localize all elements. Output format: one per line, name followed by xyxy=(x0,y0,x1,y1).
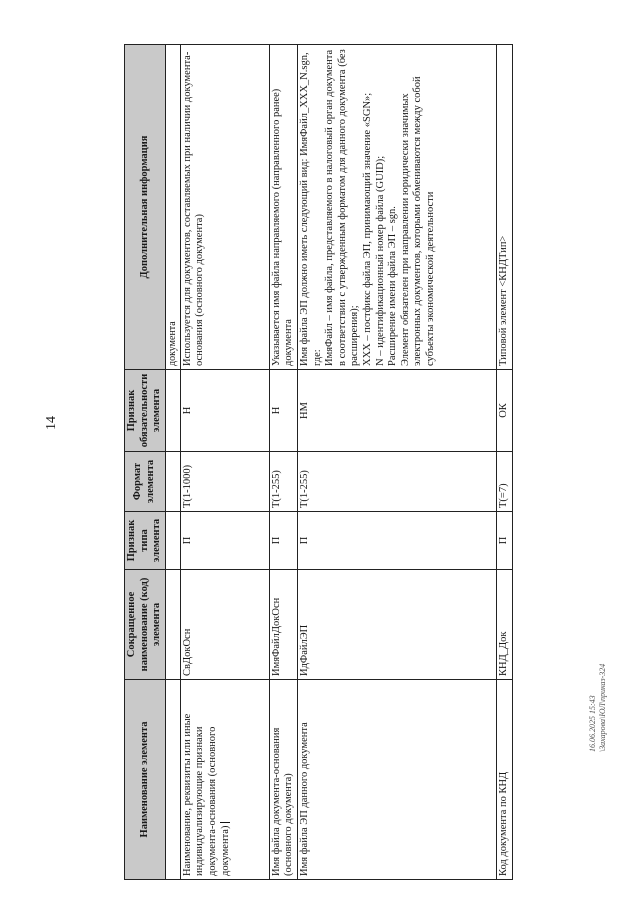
cell-code: КНД_Док xyxy=(496,570,512,680)
cell-format: Т(1-255) xyxy=(269,452,297,512)
table-row xyxy=(269,45,297,880)
cell-required: Н xyxy=(180,370,269,452)
rotated-table-area xyxy=(124,45,509,880)
cell-name: Имя файла ЭП данного документа xyxy=(297,680,496,880)
cell-format: Т(1-1000) xyxy=(180,452,269,512)
cell-name xyxy=(180,680,269,880)
cell-info: Типовой элемент <КНДТип> xyxy=(496,45,512,370)
page-number: 14 xyxy=(44,416,59,430)
table-row-continuation xyxy=(165,45,180,880)
table-header-row xyxy=(125,45,166,880)
cell-info: Указывается имя файла направляемого (направленного ранее) документа xyxy=(269,45,297,370)
cell-name: Код документа по КНД xyxy=(496,680,512,880)
cell-info: Используется для документов, составляемых при наличии документа-основания (основного документа) xyxy=(180,45,269,370)
table-row xyxy=(297,45,496,880)
cell-empty xyxy=(165,452,180,512)
info-line: Имя файла ЭП должно иметь следующий вид: ИмяФайл_XXX_N.sgn, где: xyxy=(298,52,323,366)
cell-required: ОК xyxy=(496,370,512,452)
cell-name-text: Наименование, реквизиты или иные индивидуализирующие признаки документа-основания (основного документа) xyxy=(181,713,231,876)
cell-type: П xyxy=(297,512,496,570)
cell-info-continuation: документа xyxy=(165,45,180,370)
info-line: XXX – постфикс файла ЭП, принимающий значение «SGN»; xyxy=(361,92,373,366)
rotated-table-wrapper xyxy=(124,45,509,880)
elements-table xyxy=(124,44,513,880)
cell-type: П xyxy=(496,512,512,570)
cell-empty xyxy=(165,370,180,452)
header-element-code: Сокращенное наименование (код) элемента xyxy=(125,570,166,680)
cell-code: СвДокОсн xyxy=(180,570,269,680)
cell-name: Имя файла документа-основания (основного документа) xyxy=(269,680,297,880)
header-element-required: Признак обязательности элемента xyxy=(125,370,166,452)
header-element-name: Наименование элемента xyxy=(125,680,166,880)
cell-empty xyxy=(165,512,180,570)
footer-note-line2: \Захарова\ЮЛ\приказ-324 xyxy=(598,663,607,752)
footer-note-line1: 16.06.2025 15:43 xyxy=(588,695,597,752)
table-row xyxy=(180,45,269,880)
cell-empty xyxy=(165,570,180,680)
cell-required: НМ xyxy=(297,370,496,452)
text-cursor-mark xyxy=(220,822,230,823)
header-element-type: Признак типа элемента xyxy=(125,512,166,570)
info-line: ИмяФайл – имя файла, представляемого в налоговый орган документа в соответствии с утвержденным форматом для данного документа (без расширения); xyxy=(324,49,361,366)
cell-info xyxy=(297,45,496,370)
cell-type: П xyxy=(269,512,297,570)
footer-note xyxy=(588,664,608,752)
cell-empty xyxy=(165,680,180,880)
header-additional-info: Дополнительная информация xyxy=(125,45,166,370)
cell-code: ИмяФайлДокОсн xyxy=(269,570,297,680)
cell-format: Т(=7) xyxy=(496,452,512,512)
cell-type: П xyxy=(180,512,269,570)
info-line: Элемент обязателен при направлении юридически значимых электронных документов, которыми обмениваются между собой субъекты экономической деятельности xyxy=(399,76,436,366)
cell-code: ИдФайлЭП xyxy=(297,570,496,680)
cell-required: Н xyxy=(269,370,297,452)
cell-format: Т(1-255) xyxy=(297,452,496,512)
table-row xyxy=(496,45,512,880)
info-line: N – идентификационный номер файла (GUID); xyxy=(374,155,386,366)
info-line: Расширение имени файла ЭП – sgn. xyxy=(387,206,399,366)
header-element-format: Формат элемента xyxy=(125,452,166,512)
